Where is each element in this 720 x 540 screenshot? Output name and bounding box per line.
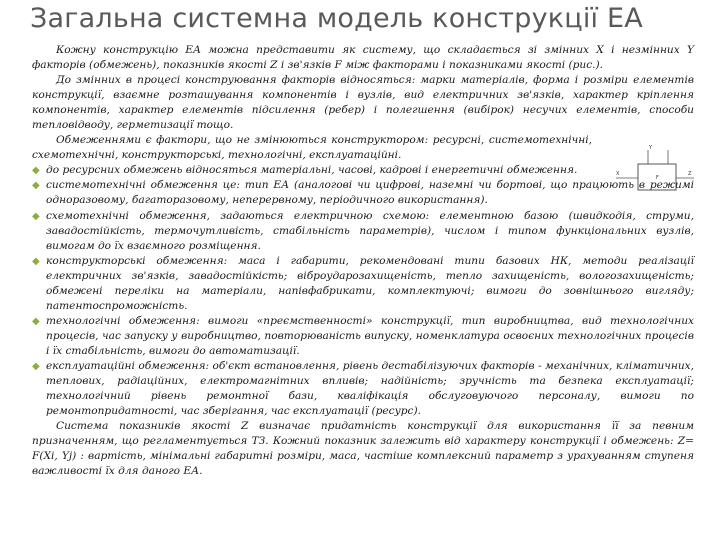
intro-paragraph-1: Кожну конструкцію ЕА можна представити як систему, що складається зі змінних X і незмінних Y факторів (обмежень), показників якості Z і зв'язків F між факторами і показниками якості (рис.). <box>32 44 694 72</box>
bullet-text: системотехнічні обмеження це: тип ЕА (аналогові чи цифрові, наземні чи бортові, що працюють в режимі одноразовому, багаторазовому, неперервному, періодичного використання). <box>46 179 694 207</box>
bullet-operation-constraints <box>32 359 694 419</box>
bullet-text: до ресурсних обмежень відносяться матеріальні, часові, кадрові і енергетичні обмеження. <box>46 164 578 177</box>
bullet-text: схемотехнічні обмеження, задаються електричною схемою: елементною базою (швидкодія, струми, завадостійкість, термочутливість, стабільність параметрів), числом і типом функціональних вузлів, вимогам до їх взаємного розміщення. <box>46 209 694 252</box>
diagram-label-x: X <box>616 171 620 177</box>
slide-title: Загальна системна модель конструкції ЕА <box>30 3 643 34</box>
constraints-intro-paragraph: Обмеженнями є фактори, що не змінюються конструктором: ресурсні, системотехнічні, схемотехнічні, конструкторські, технологічні, експлуатаційні. <box>32 134 592 162</box>
bullet-technology-constraints <box>32 314 694 359</box>
diagram-label-f: F <box>656 175 659 181</box>
diagram-label-y: Y <box>649 145 653 151</box>
slide-content <box>32 43 694 479</box>
conclusion-paragraph: Система показників якості Z визначає придатність конструкції для використання її за певним призначенням, що регламентується ТЗ. Кожний показник залежить від характеру конструкції і обмежень: Z= F(Xi, Yj) : вартість, мінімальні габаритні розміри, маса, частіше комплексний параметр з урахуванням ступеня важливості їх для даного ЕА. <box>32 420 694 478</box>
bullet-resource-constraints <box>32 163 646 178</box>
bullet-marker-icon: ◆ <box>32 360 40 372</box>
intro-paragraph-2: До змінних в процесі конструювання факторів відносяться: марки матеріалів, форма і розміри елементів конструкції, взаємне розташування компонентів і вузлів, вид електричних зв'язків, характер кріплення компонентів, характер елементів підсилення (ребер) і полегшення (вибірок) несучих елементів, способи тепловідводу, герметизації тощо. <box>32 74 694 132</box>
bullet-text: конструкторські обмеження: маса і габарити, рекомендовані типи базових НК, методи реалізації електричних зв'язків, завадостійкість; віброударозахищеність, тепло захищеність, вологозахищеність; обмежені переліки на матеріали, напівфабрикати, комплектуючі; вимоги до зовнішнього вигляду; патентоспроможність. <box>46 254 694 312</box>
bullet-marker-icon: ◆ <box>32 315 40 327</box>
bullet-design-constraints <box>32 254 694 314</box>
bullet-marker-icon: ◆ <box>32 210 40 222</box>
bullet-system-constraints <box>32 178 694 208</box>
bullet-circuit-constraints <box>32 209 694 254</box>
bullet-text: технологічні обмеження: вимоги «преємственності» конструкції, тип виробництва, вид технологічних процесів, час запуску у виробництво, повторюваність випуску, номенклатура освоєних технологічних процесів і їх стабільність, вимоги до автоматизації. <box>46 314 694 357</box>
bullet-marker-icon: ◆ <box>32 255 40 267</box>
bullet-marker-icon: ◆ <box>32 165 40 177</box>
diagram-label-z: Z <box>688 171 692 177</box>
bullet-text: експлуатаційні обмеження: об'єкт встановлення, рівень дестабілізуючих факторів - механічних, кліматичних, теплових, радіаційних, електромагнітних впливів; надійність; зручність та безпека експлуатації; технологічний рівень ремонтної бази, кваліфікація обслуговуючого персоналу, вимоги по ремонтопридатності, час зберігання, час експлуатації (ресурс). <box>46 359 694 418</box>
bullet-marker-icon: ◆ <box>32 180 40 192</box>
system-model-diagram <box>612 144 696 200</box>
